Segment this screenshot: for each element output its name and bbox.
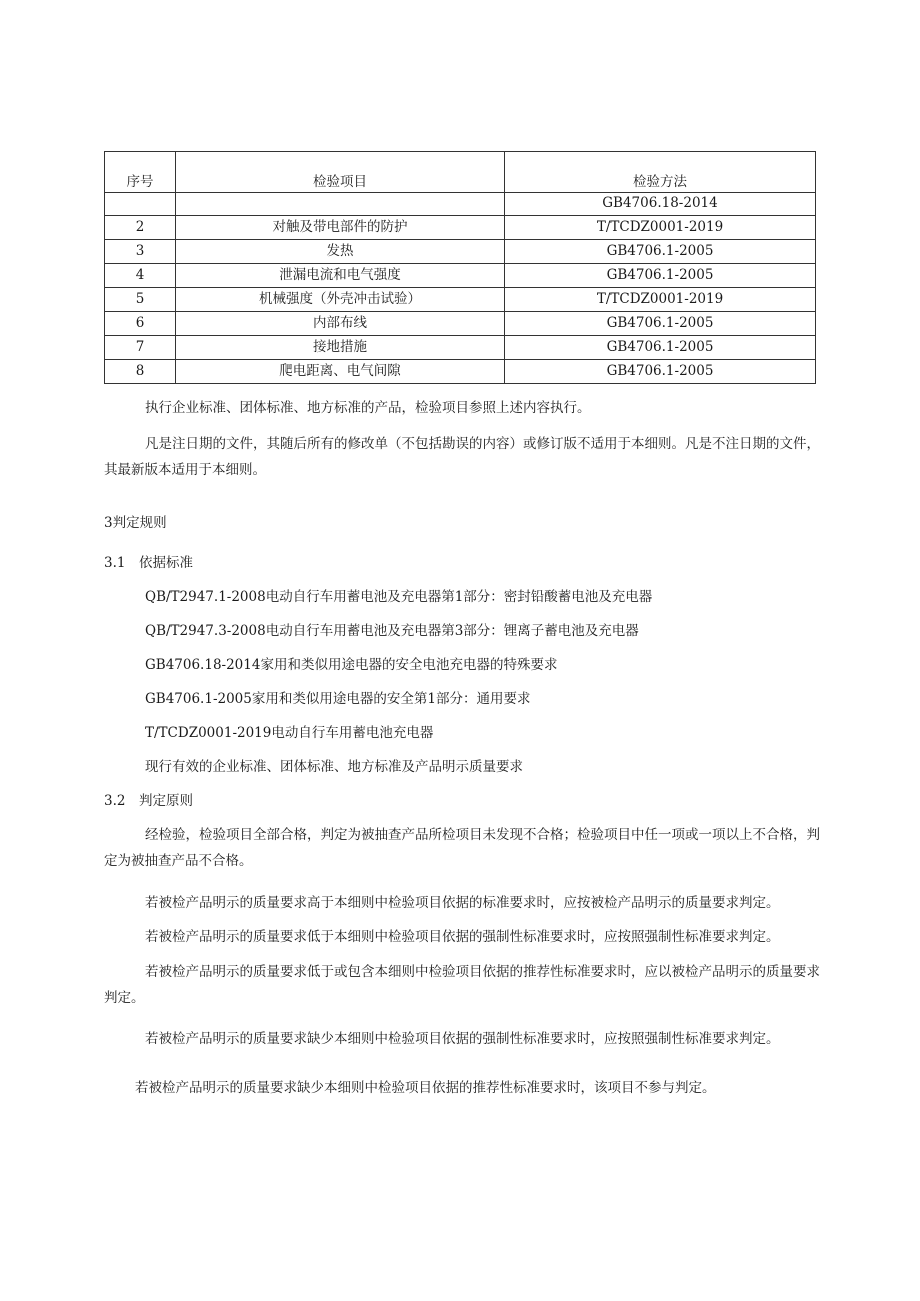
standard-item: QB/T2947.1-2008电动自行车用蓄电池及充电器第1部分：密封铅酸蓄电池及充电器	[145, 589, 653, 605]
row-item: 爬电距离、电气间隙	[176, 360, 505, 384]
row-method: GB4706.1-2005	[505, 360, 816, 384]
table-row	[105, 360, 816, 384]
row-method: GB4706.1-2005	[505, 264, 816, 288]
row-no: 5	[105, 288, 176, 312]
row-no: 6	[105, 312, 176, 336]
standard-item: T/TCDZ0001-2019电动自行车用蓄电池充电器	[145, 725, 434, 741]
row-method: GB4706.1-2005	[505, 312, 816, 336]
table-row	[105, 264, 816, 288]
row-item: 泄漏电流和电气强度	[176, 264, 505, 288]
paragraph-rule: 若被检产品明示的质量要求缺少本细则中检验项目依据的推荐性标准要求时，该项目不参与判定。	[135, 1080, 716, 1096]
row-item: 发热	[176, 240, 505, 264]
row-item: 机械强度（外壳冲击试验）	[176, 288, 505, 312]
paragraph-rule: 若被检产品明示的质量要求缺少本细则中检验项目依据的强制性标准要求时，应按照强制性标准要求判定。	[145, 1031, 780, 1047]
paragraph-rule: 若被检产品明示的质量要求低于本细则中检验项目依据的强制性标准要求时，应按照强制性标准要求判定。	[145, 929, 780, 945]
table-header-row	[105, 152, 816, 193]
row-item: 对触及带电部件的防护	[176, 216, 505, 240]
paragraph-rule: 若被检产品明示的质量要求低于或包含本细则中检验项目依据的推荐性标准要求时，应以被检产品明示的质量要求判定。	[104, 964, 820, 1006]
paragraph-rule: 经检验，检验项目全部合格，判定为被抽查产品所检项目未发现不合格；检验项目中任一项或一项以上不合格，判定为被抽查产品不合格。	[104, 827, 820, 869]
header-item: 检验项目	[176, 152, 505, 193]
row-no	[105, 193, 176, 216]
row-no: 4	[105, 264, 176, 288]
standard-item: QB/T2947.3-2008电动自行车用蓄电池及充电器第3部分：锂离子蓄电池及充电器	[145, 623, 639, 639]
row-method: T/TCDZ0001-2019	[505, 216, 816, 240]
table-row	[105, 288, 816, 312]
table-row	[105, 336, 816, 360]
inspection-items-table	[104, 151, 816, 384]
header-no: 序号	[105, 152, 176, 193]
row-item: 内部布线	[176, 312, 505, 336]
row-item: 接地措施	[176, 336, 505, 360]
row-no: 3	[105, 240, 176, 264]
row-method: GB4706.1-2005	[505, 336, 816, 360]
row-no: 7	[105, 336, 176, 360]
row-no: 8	[105, 360, 176, 384]
paragraph-scope-note: 执行企业标准、团体标准、地方标准的产品，检验项目参照上述内容执行。	[145, 400, 591, 416]
standard-item: GB4706.1-2005家用和类似用途电器的安全第1部分：通用要求	[145, 691, 531, 707]
table-row	[105, 216, 816, 240]
paragraph-rule: 若被检产品明示的质量要求高于本细则中检验项目依据的标准要求时，应按被检产品明示的质量要求判定。	[145, 895, 780, 911]
table-row	[105, 193, 816, 216]
row-method: GB4706.18-2014	[505, 193, 816, 216]
paragraph-dated-references: 凡是注日期的文件，其随后所有的修改单（不包括勘误的内容）或修订版不适用于本细则。凡是不注日期的文件，其最新版本适用于本细则。	[104, 436, 820, 478]
row-method: T/TCDZ0001-2019	[505, 288, 816, 312]
subsection-heading-basis-standards: 3.1 依据标准	[104, 555, 193, 571]
row-no: 2	[105, 216, 176, 240]
table-row	[105, 312, 816, 336]
header-method: 检验方法	[505, 152, 816, 193]
table-row	[105, 240, 816, 264]
row-method: GB4706.1-2005	[505, 240, 816, 264]
subsection-heading-judgement-principles: 3.2 判定原则	[104, 793, 193, 809]
standard-item: GB4706.18-2014家用和类似用途电器的安全电池充电器的特殊要求	[145, 657, 558, 673]
row-item	[176, 193, 505, 216]
standard-item: 现行有效的企业标准、团体标准、地方标准及产品明示质量要求	[145, 759, 523, 775]
section-heading-judgement-rules: 3判定规则	[104, 515, 167, 531]
